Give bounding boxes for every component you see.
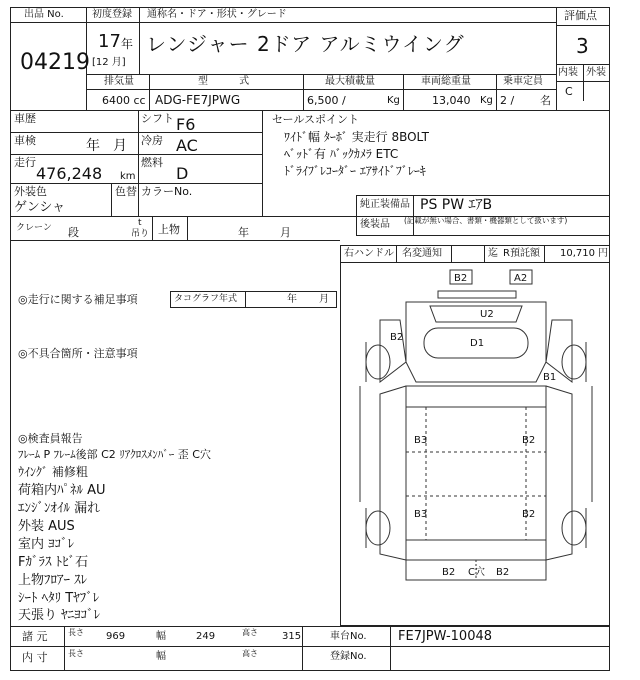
damage-mark: D1 [470, 338, 485, 349]
inspector-line: ｳｲﾝｸﾞ 補修粗 [18, 465, 88, 479]
lot-label: 出品 No. [24, 9, 64, 20]
fuel-label: 燃料 [141, 156, 163, 169]
sales-points-title: セールスポイント [272, 113, 360, 126]
sales-point-line: ﾄﾞﾗｲﾌﾞﾚｺｰﾀﾞｰ ｴｱｻｲﾄﾞﾌﾞﾚｰｷ [284, 164, 426, 178]
cargo-box-top [406, 386, 546, 560]
inspection-label: 車検 [14, 134, 36, 147]
ext-color-label: 外装色 [14, 185, 47, 198]
max-load-unit: Kg [387, 95, 400, 106]
ac-value: AC [176, 136, 198, 155]
deadline-label: 迄 [488, 248, 498, 259]
upper-month: 月 [280, 226, 291, 239]
damage-mark: B2 [442, 567, 456, 578]
width-label: 幅 [156, 631, 166, 642]
crane-stage: 段 [68, 226, 79, 239]
fuel-value: D [176, 164, 189, 183]
cab-roof-outline [438, 291, 516, 298]
shift-label: シフト [141, 112, 174, 125]
max-load-label: 最大積載量 [325, 76, 375, 87]
front-left-wheel [366, 345, 390, 379]
model-value: ADG-FE7JPWG [155, 93, 241, 107]
inner-dims-label: 内 寸 [22, 651, 48, 664]
vehicle-name: レンジャー 2ドア アルミウイング [146, 32, 465, 56]
inspector-report-title: ◎検査員報告 [18, 432, 83, 445]
chassis-no-value: FE7JPW-10048 [398, 629, 493, 644]
mileage-value: 476,248 [36, 164, 103, 183]
damage-mark: B2 [496, 567, 510, 578]
ac-label: 冷房 [141, 134, 163, 147]
shift-value: F6 [176, 115, 196, 134]
capacity-label: 乗車定員 [503, 76, 543, 87]
damage-mark: B3 [414, 509, 428, 520]
sales-point-line: ﾜｲﾄﾞ幅 ﾀｰﾎﾞ 実走行 8BOLT [284, 130, 429, 144]
damage-mark: A2 [514, 273, 528, 284]
inspector-line: ﾌﾚｰﾑ P ﾌﾚｰﾑ後部 C2 ﾘｱｸﾛｽﾒﾝﾊﾞｰ 歪 C穴 [18, 448, 211, 461]
length-value: 969 [106, 631, 126, 642]
genuine-equipment-value: PS PW ｴｱB [420, 197, 493, 213]
inner-length-label: 長さ [68, 649, 84, 658]
inspector-line: 上物ﾌﾛｱｰ ｽﾚ [18, 573, 88, 588]
supplement-title: ◎走行に関する補足事項 [18, 293, 138, 306]
length-label: 長さ [68, 628, 84, 637]
interior-grade: C [565, 85, 573, 98]
total-weight-label: 車両総重量 [421, 76, 471, 87]
grade-label: 評価点 [564, 9, 597, 22]
genuine-equipment-label: 純正装備品 [360, 199, 410, 210]
overall-grade: 3 [576, 34, 589, 58]
tachograph-year: 年 [287, 294, 297, 305]
crane-label: クレーン [16, 223, 52, 233]
aftermarket-note: (記載が無い場合、書類・機器類として扱います) [404, 216, 568, 225]
inspector-line: 外装 AUS [18, 519, 75, 534]
damage-mark: B3 [414, 435, 428, 446]
inspector-line: 荷箱内ﾊﾟﾈﾙ AU [18, 483, 106, 498]
front-right-wheel [562, 345, 586, 379]
inner-width-label: 幅 [156, 651, 166, 662]
rear-left-wheel [366, 511, 390, 545]
specs-label: 諸 元 [22, 630, 48, 643]
first-reg-year: 17 [98, 31, 121, 52]
history-label: 車歴 [14, 112, 36, 125]
recycle-deposit-label: R預託額 [503, 248, 540, 259]
inspection-month-unit: 月 [113, 138, 127, 154]
left-door-outline [380, 320, 406, 382]
inspector-line: ｼｰﾄ ﾍﾀﾘ Tﾔﾌﾞﾚ [18, 591, 100, 606]
exterior-grade-label: 外装 [586, 67, 606, 78]
defect-title: ◎不具合箇所・注意事項 [18, 347, 138, 360]
inspector-line: ｴﾝｼﾞﾝｵｲﾙ 漏れ [18, 501, 101, 516]
ext-color-value: ゲンシャ [14, 200, 66, 215]
height-value: 315 [282, 631, 302, 642]
inspector-line: 天張り ﾔﾆﾖｺﾞﾚ [18, 608, 101, 623]
damage-mark: C穴 [468, 567, 485, 578]
damage-mark: B2 [454, 273, 468, 284]
displacement-label: 排気量 [104, 76, 134, 87]
mileage-label: 走行 [14, 156, 36, 169]
inner-height-label: 高さ [242, 649, 258, 658]
crane-ton: t [138, 218, 142, 228]
damage-mark: B1 [543, 372, 557, 383]
crane-hang: 吊り [131, 229, 150, 239]
vehicle-condition-diagram [340, 262, 610, 626]
inspector-line: Fｶﾞﾗｽ ﾄﾋﾞ石 [18, 555, 89, 570]
lot-number: 04219 [20, 50, 90, 75]
displacement-value: 6400 cc [102, 94, 146, 107]
inspection-year-unit: 年 [86, 138, 100, 154]
damage-mark: B2 [522, 509, 536, 520]
sales-point-line: ﾍﾞｯﾄﾞ有 ﾊﾞｯｸｶﾒﾗ ETC [284, 147, 399, 161]
upper-year: 年 [238, 226, 249, 239]
capacity-unit: 名 [540, 94, 551, 107]
max-load-value: 6,500 / [307, 94, 346, 107]
year-unit: 年 [121, 37, 134, 51]
damage-mark: U2 [480, 309, 494, 320]
rear-right-wheel [562, 511, 586, 545]
total-weight-unit: Kg [480, 95, 493, 106]
aftermarket-label: 後装品 [360, 219, 390, 230]
damage-mark: B2 [390, 332, 404, 343]
recycle-deposit-value: 10,710 [560, 248, 595, 259]
inspector-line: 室内 ﾖｺﾞﾚ [18, 537, 75, 552]
registration-no-label: 登録No. [330, 651, 367, 662]
windshield-outline [430, 306, 522, 322]
first-reg-month: [12 月] [92, 57, 126, 68]
upper-label: 上物 [158, 223, 180, 236]
model-label: 型 式 [198, 76, 264, 87]
width-value: 249 [196, 631, 216, 642]
color-replace-label: 色替 [115, 185, 137, 198]
right-wing-outline [546, 386, 572, 560]
left-wing-outline [380, 386, 406, 560]
name-change-notice-label: 名変通知 [402, 248, 442, 259]
color-no-label: カラーNo. [141, 185, 193, 198]
mileage-unit: km [120, 171, 136, 182]
height-label: 高さ [242, 628, 258, 637]
vehicle-name-label: 通称名・ドア・形状・グレード [147, 9, 287, 20]
yen-unit: 円 [598, 248, 608, 259]
total-weight-value: 13,040 [432, 94, 471, 107]
interior-grade-label: 内装 [558, 67, 578, 78]
damage-mark: B2 [522, 435, 536, 446]
steering-position: 右ハンドル [344, 248, 394, 259]
chassis-no-label: 車台No. [330, 631, 367, 642]
capacity-value: 2 / [500, 94, 515, 107]
tachograph-label: タコグラフ年式 [174, 294, 238, 304]
tachograph-month: 月 [319, 294, 329, 305]
first-reg-label: 初度登録 [92, 9, 132, 20]
